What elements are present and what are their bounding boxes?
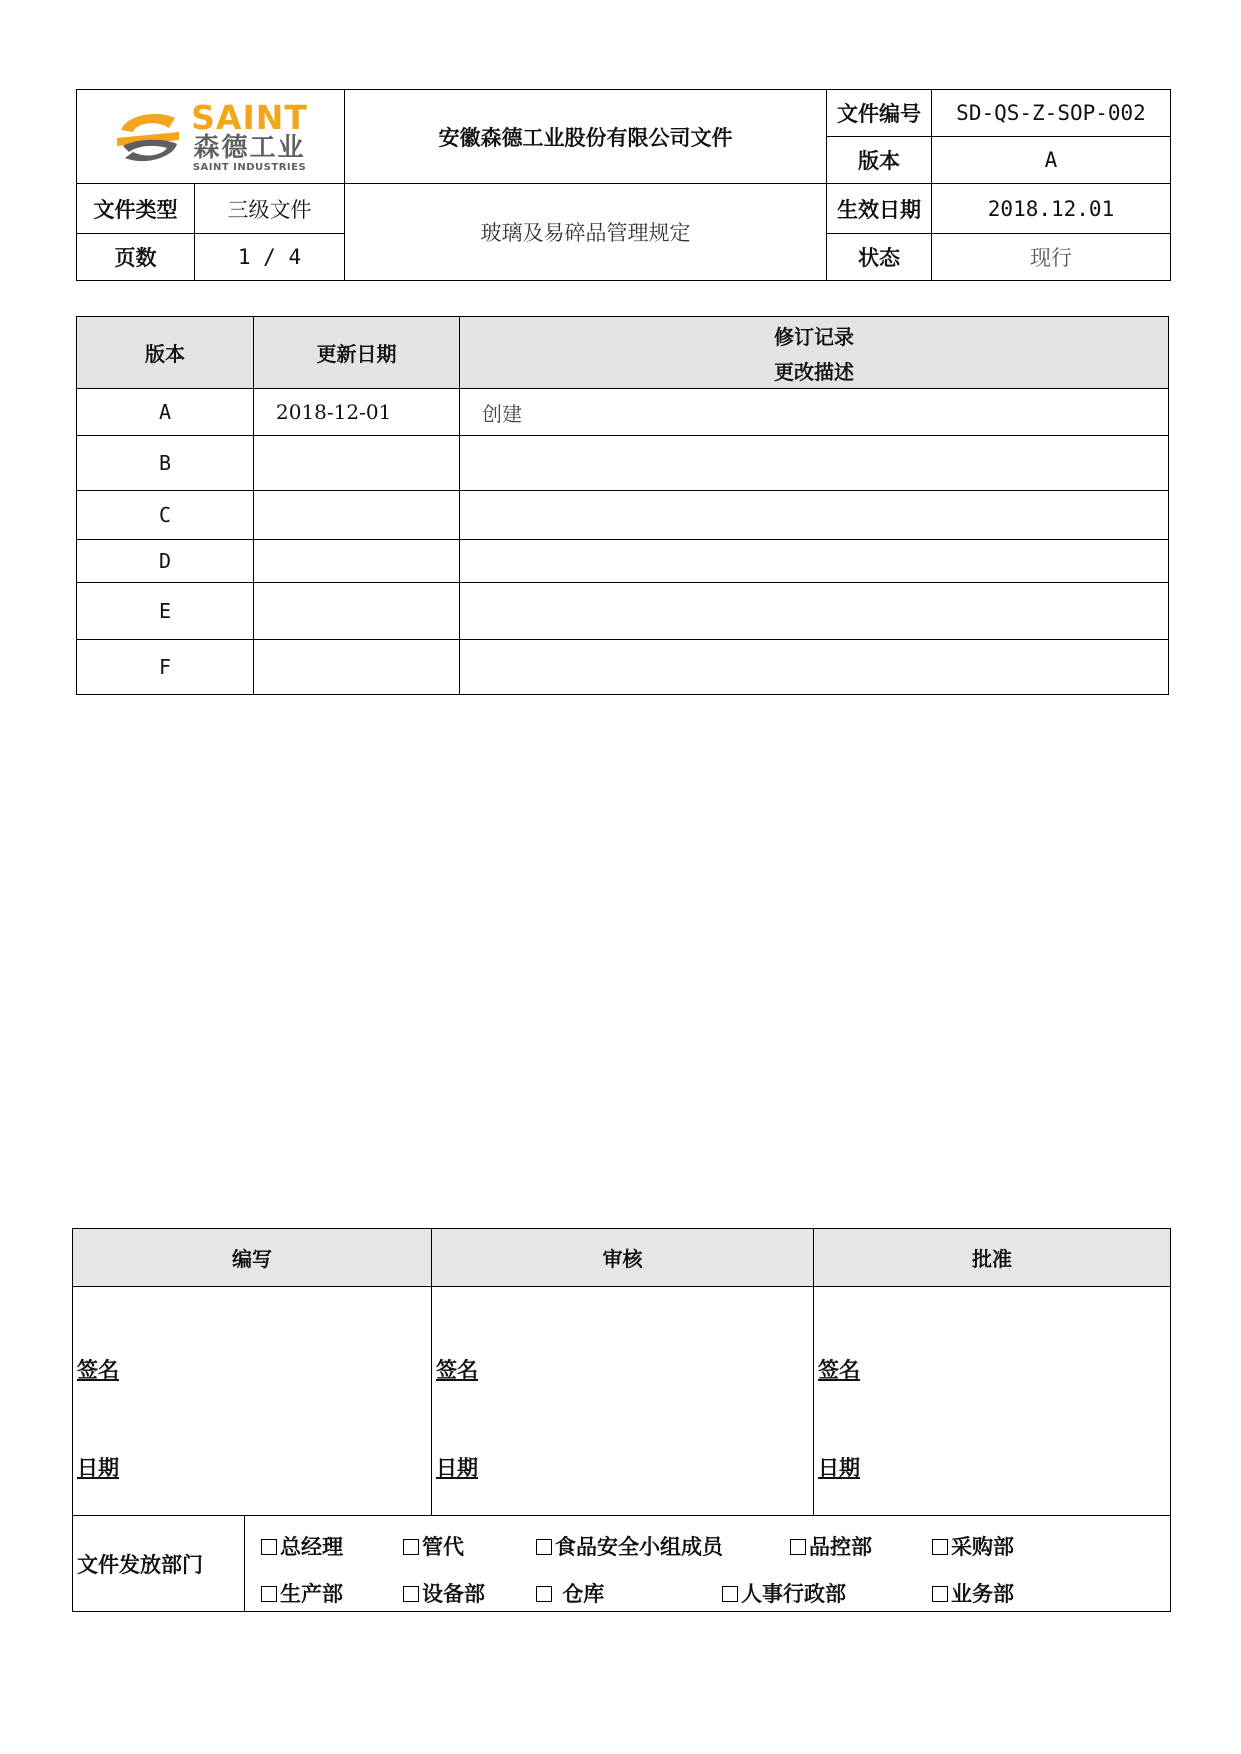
dept-checkbox[interactable] [261,1578,343,1608]
doc-type-label: 文件类型 [77,184,195,234]
logo-emblem-icon [113,108,185,166]
revision-version: C [77,491,254,540]
revision-desc [460,540,1169,583]
dept-label: 生产部 [280,1581,343,1606]
revision-desc [460,436,1169,491]
checkbox-icon [932,1539,948,1555]
version-value: A [932,137,1171,184]
status-value: 现行 [932,234,1171,281]
approve-date-label: 日期 [818,1455,860,1480]
logo-chinese-name: 森德工业 [193,132,306,163]
table-row [77,389,1169,436]
dept-checkbox[interactable] [932,1531,1014,1561]
pages-value: 1 / 4 [195,234,345,281]
checkbox-icon [403,1586,419,1602]
dept-checkbox[interactable] [261,1531,343,1561]
revision-version: D [77,540,254,583]
doc-type-value: 三级文件 [195,184,345,234]
revision-date [254,491,460,540]
distribution-label: 文件发放部门 [73,1516,245,1612]
table-row [77,640,1169,695]
checkbox-icon [932,1586,948,1602]
dept-label: 仓库 [555,1581,605,1606]
dept-checkbox[interactable] [932,1578,1014,1608]
dept-label: 食品安全小组成员 [555,1534,723,1559]
checkbox-icon [261,1586,277,1602]
document-title: 玻璃及易碎品管理规定 [345,184,827,281]
author-signature-cell[interactable] [73,1287,432,1516]
review-sign-label: 签名 [436,1357,478,1382]
author-sign-label: 签名 [77,1357,119,1382]
dept-checkbox[interactable] [722,1578,846,1608]
effective-date-label: 生效日期 [827,184,932,234]
dept-checkbox[interactable] [790,1531,872,1561]
checkbox-icon [261,1539,277,1555]
table-row [77,583,1169,640]
revision-header-date: 更新日期 [254,317,460,389]
approve-signature-cell[interactable] [814,1287,1171,1516]
revision-desc [460,583,1169,640]
checkbox-icon [536,1586,552,1602]
review-date-label: 日期 [436,1455,478,1480]
doc-no-label: 文件编号 [827,90,932,137]
revision-version: E [77,583,254,640]
revision-version: A [77,389,254,436]
checkbox-icon [722,1586,738,1602]
effective-date-value: 2018.12.01 [932,184,1171,234]
approval-table [72,1228,1171,1612]
revision-header-version: 版本 [77,317,254,389]
dept-label: 管代 [422,1534,464,1559]
dept-label: 总经理 [280,1534,343,1559]
doc-no-value: SD-QS-Z-SOP-002 [932,90,1171,137]
version-label: 版本 [827,137,932,184]
table-row [77,436,1169,491]
logo-brand: SAINT [191,97,308,137]
revision-date [254,540,460,583]
revision-desc [460,640,1169,695]
author-date-label: 日期 [77,1455,119,1480]
approval-header-review: 审核 [432,1229,814,1287]
dept-label: 业务部 [951,1581,1014,1606]
revision-version: F [77,640,254,695]
approval-header-author: 编写 [73,1229,432,1287]
dept-checkbox[interactable] [403,1531,464,1561]
table-row [77,540,1169,583]
revision-header-record [460,317,1169,389]
revision-date: 2018-12-01 [254,389,460,436]
revision-table [76,316,1169,695]
table-row [77,491,1169,540]
dept-label: 采购部 [951,1534,1014,1559]
logo-cell [77,90,345,184]
checkbox-icon [403,1539,419,1555]
approval-header-approve: 批准 [814,1229,1171,1287]
company-name: 安徽森德工业股份有限公司文件 [345,90,827,184]
dept-checkbox[interactable] [403,1578,485,1608]
review-signature-cell[interactable] [432,1287,814,1516]
revision-version: B [77,436,254,491]
document-header [76,89,1171,281]
dept-checkbox[interactable] [536,1578,604,1608]
checkbox-icon [790,1539,806,1555]
company-logo [77,91,344,183]
dept-label: 人事行政部 [741,1581,846,1606]
approve-sign-label: 签名 [818,1357,860,1382]
distribution-departments [245,1516,1171,1612]
revision-header-record-title: 修订记录 [774,324,854,349]
logo-english-name: SAINT INDUSTRIES [192,161,307,173]
pages-label: 页数 [77,234,195,281]
revision-date [254,583,460,640]
revision-desc [460,491,1169,540]
dept-label: 设备部 [422,1581,485,1606]
revision-date [254,640,460,695]
checkbox-icon [536,1539,552,1555]
dept-checkbox[interactable] [536,1531,723,1561]
dept-label: 品控部 [809,1534,872,1559]
revision-date [254,436,460,491]
revision-header-desc-title: 更改描述 [774,359,854,384]
revision-desc: 创建 [460,389,1169,436]
status-label: 状态 [827,234,932,281]
